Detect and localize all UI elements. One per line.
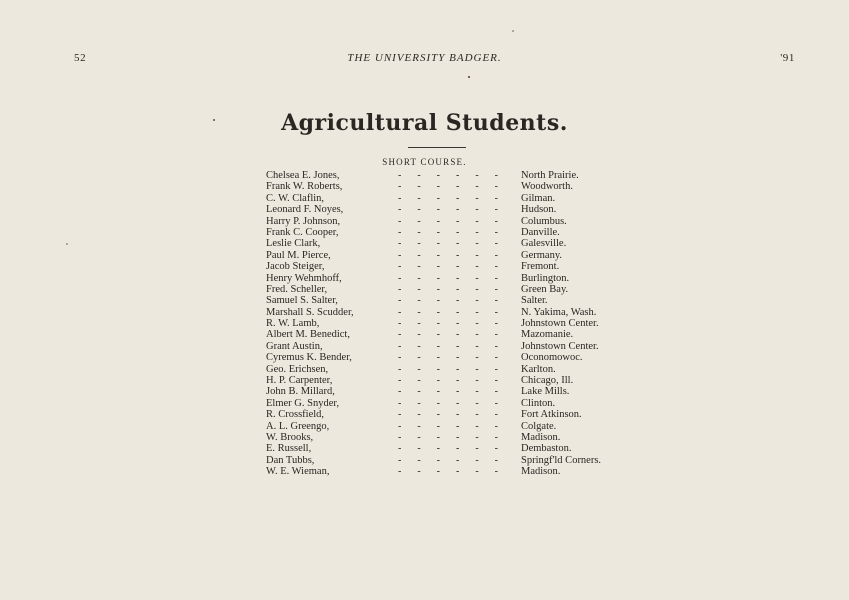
section-heading: Agricultural Students.	[281, 110, 568, 136]
student-name: C. W. Claflin,	[266, 192, 325, 204]
page-number: 52	[74, 52, 87, 64]
dot-leader: ------	[398, 295, 514, 307]
student-hometown: Germany.	[521, 249, 563, 261]
student-hometown: North Prairie.	[521, 170, 579, 181]
student-row	[266, 455, 616, 466]
student-row	[266, 352, 616, 363]
dot-leader: ------	[398, 318, 514, 330]
dot-leader: ------	[398, 454, 514, 466]
student-row	[266, 398, 616, 409]
dot-leader: ------	[398, 238, 514, 250]
paper-speck	[512, 30, 514, 32]
student-row	[266, 386, 616, 397]
student-name: Dan Tubbs,	[266, 454, 315, 466]
student-name: W. E. Wieman,	[266, 466, 330, 478]
paper-speck	[66, 243, 68, 245]
student-name: Cyremus K. Bender,	[266, 352, 352, 364]
student-name: Fred. Scheller,	[266, 283, 328, 295]
dot-leader: ------	[398, 215, 514, 227]
dot-leader: ------	[398, 375, 514, 387]
student-name: Geo. Erichsen,	[266, 363, 329, 375]
student-name: Paul M. Pierce,	[266, 249, 331, 261]
student-name: Henry Wehmhoff,	[266, 272, 342, 284]
student-hometown: Fremont.	[521, 261, 560, 273]
dot-leader: ------	[398, 431, 514, 443]
student-hometown: Dembaston.	[521, 443, 572, 455]
student-row	[266, 181, 616, 192]
student-name: Leonard F. Noyes,	[266, 204, 344, 216]
student-name: Chelsea E. Jones,	[266, 170, 340, 181]
student-name: R. Crossfield,	[266, 409, 325, 421]
running-header	[0, 52, 849, 68]
student-name: Harry P. Johnson,	[266, 215, 341, 227]
student-hometown: Danville.	[521, 226, 560, 238]
student-hometown: Oconomowoc.	[521, 352, 583, 364]
student-name: E. Russell,	[266, 443, 312, 455]
dot-leader: ------	[398, 283, 514, 295]
student-name: Grant Austin,	[266, 340, 323, 352]
student-hometown: Woodworth.	[521, 181, 573, 193]
dot-leader: ------	[398, 306, 514, 318]
student-row	[266, 250, 616, 261]
student-row	[266, 216, 616, 227]
student-row	[266, 432, 616, 443]
student-hometown: N. Yakima, Wash.	[521, 306, 597, 318]
student-hometown: Madison.	[521, 466, 561, 478]
student-row	[266, 318, 616, 329]
student-hometown: Springf'ld Corners.	[521, 454, 602, 466]
student-hometown: Johnstown Center.	[521, 340, 599, 352]
student-row	[266, 364, 616, 375]
student-row	[266, 193, 616, 204]
student-hometown: Mazomanie.	[521, 329, 574, 341]
student-hometown: Green Bay.	[521, 283, 569, 295]
dot-leader: ------	[398, 226, 514, 238]
student-row	[266, 170, 616, 181]
student-row	[266, 307, 616, 318]
student-name: R. W. Lamb,	[266, 318, 320, 330]
heading-rule	[408, 147, 466, 148]
dot-leader: ------	[398, 272, 514, 284]
student-row	[266, 409, 616, 420]
dot-leader: ------	[398, 192, 514, 204]
dot-leader: ------	[398, 340, 514, 352]
student-hometown: Fort Atkinson.	[521, 409, 582, 421]
section-subheading: SHORT COURSE.	[382, 157, 467, 167]
student-row	[266, 204, 616, 215]
student-row	[266, 238, 616, 249]
student-row	[266, 375, 616, 386]
dot-leader: ------	[398, 204, 514, 216]
dot-leader: ------	[398, 170, 514, 181]
student-hometown: Gilman.	[521, 192, 556, 204]
student-name: W. Brooks,	[266, 431, 314, 443]
paper-speck	[468, 76, 470, 78]
student-hometown: Salter.	[521, 295, 548, 307]
student-list	[266, 170, 616, 478]
student-name: Jacob Steiger,	[266, 261, 325, 273]
dot-leader: ------	[398, 329, 514, 341]
student-row	[266, 341, 616, 352]
dot-leader: ------	[398, 386, 514, 398]
dot-leader: ------	[398, 443, 514, 455]
student-row	[266, 466, 616, 477]
student-hometown: Hudson.	[521, 204, 557, 216]
student-row	[266, 443, 616, 454]
student-hometown: Karlton.	[521, 363, 556, 375]
student-hometown: Clinton.	[521, 397, 556, 409]
dot-leader: ------	[398, 466, 514, 478]
student-row	[266, 421, 616, 432]
student-name: A. L. Greengo,	[266, 420, 330, 432]
student-row	[266, 261, 616, 272]
dot-leader: ------	[398, 363, 514, 375]
student-hometown: Johnstown Center.	[521, 318, 599, 330]
dot-leader: ------	[398, 352, 514, 364]
year-label: '91	[780, 52, 795, 64]
student-row	[266, 295, 616, 306]
student-row	[266, 329, 616, 340]
paper-speck	[213, 119, 215, 121]
student-hometown: Burlington.	[521, 272, 570, 284]
student-name: Marshall S. Scudder,	[266, 306, 354, 318]
student-name: Albert M. Benedict,	[266, 329, 350, 341]
student-name: Frank W. Roberts,	[266, 181, 343, 193]
student-name: H. P. Carpenter,	[266, 375, 333, 387]
student-row	[266, 227, 616, 238]
student-hometown: Madison.	[521, 431, 561, 443]
student-row	[266, 284, 616, 295]
student-hometown: Lake Mills.	[521, 386, 570, 398]
student-hometown: Galesville.	[521, 238, 567, 250]
student-name: Frank C. Cooper,	[266, 226, 339, 238]
dot-leader: ------	[398, 409, 514, 421]
dot-leader: ------	[398, 420, 514, 432]
student-row	[266, 273, 616, 284]
student-name: Leslie Clark,	[266, 238, 321, 250]
student-hometown: Colgate.	[521, 420, 557, 432]
student-hometown: Chicago, Ill.	[521, 375, 574, 387]
student-name: Elmer G. Snyder,	[266, 397, 340, 409]
dot-leader: ------	[398, 397, 514, 409]
journal-title: THE UNIVERSITY BADGER.	[347, 52, 502, 64]
student-name: John B. Millard,	[266, 386, 335, 398]
student-hometown: Columbus.	[521, 215, 567, 227]
dot-leader: ------	[398, 261, 514, 273]
dot-leader: ------	[398, 181, 514, 193]
dot-leader: ------	[398, 249, 514, 261]
student-name: Samuel S. Salter,	[266, 295, 338, 307]
